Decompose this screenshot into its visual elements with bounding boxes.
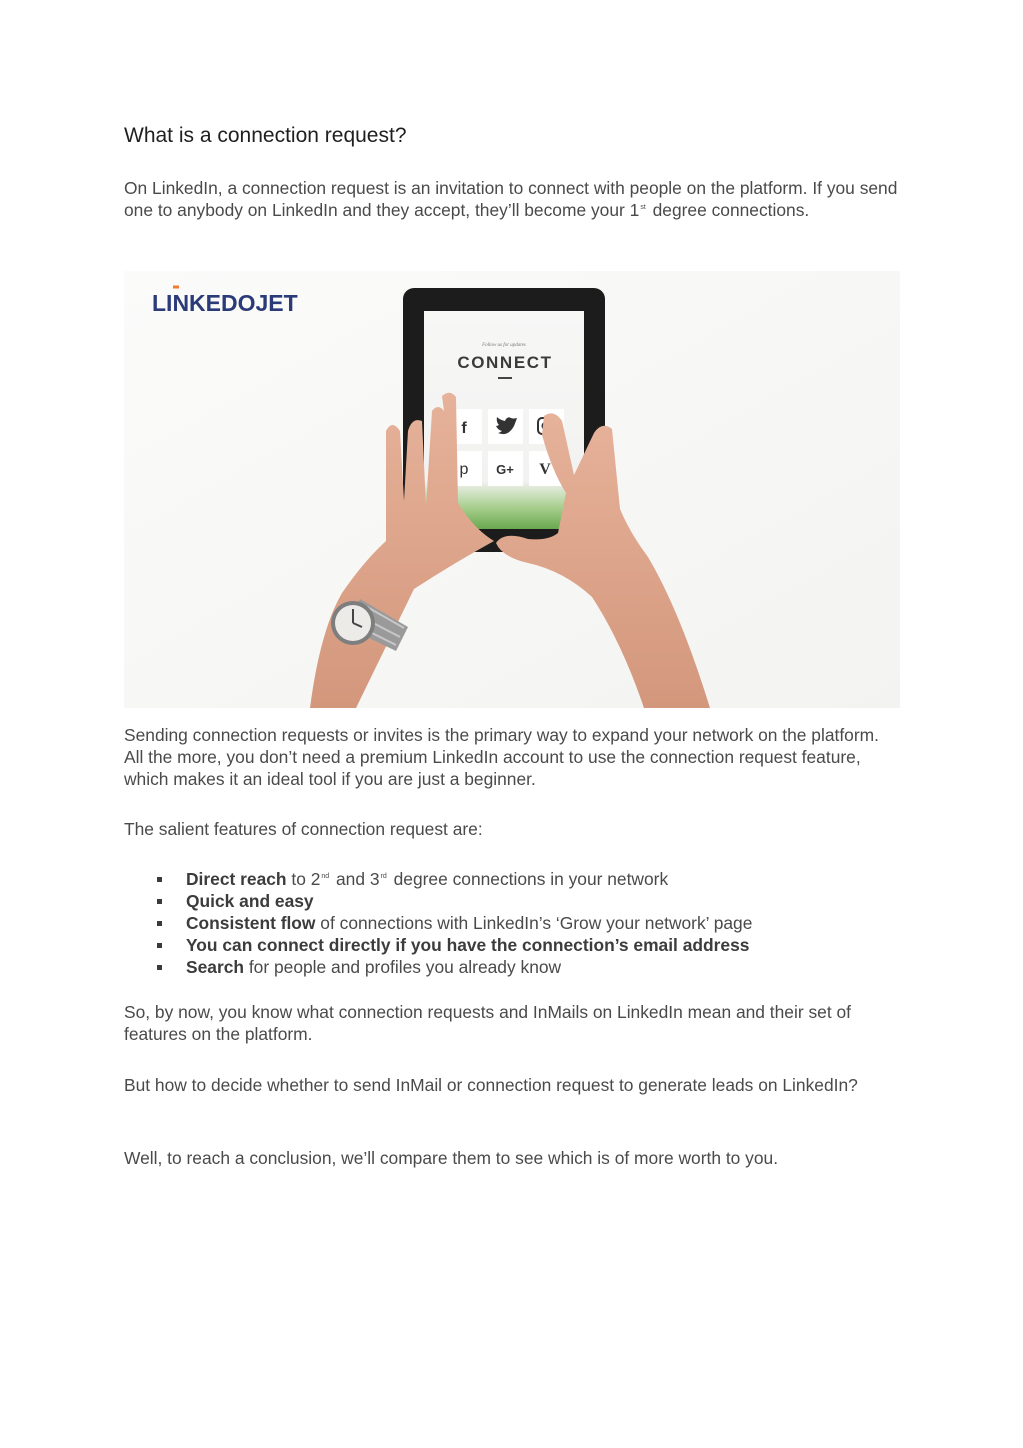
- ordinal-suffix: st: [640, 204, 646, 211]
- features-list: [124, 868, 752, 978]
- list-item: You can connect directly if you have the connection’s email address: [124, 934, 752, 956]
- paragraph-question: But how to decide whether to send InMail or connection request to generate leads on LinkedIn?: [124, 1075, 858, 1095]
- svg-text:V: V: [539, 461, 551, 478]
- intro-paragraph: [124, 177, 900, 221]
- intro-text-end: degree connections.: [647, 200, 810, 220]
- screen-title: CONNECT: [457, 353, 553, 372]
- bullet-icon: [157, 943, 162, 948]
- list-item: Direct reach to 2nd and 3rd degree connections in your network: [124, 868, 752, 890]
- intro-text-start: On LinkedIn, a connection request is an invitation to connect with people on the platform. If you send one to anybody on LinkedIn and they accept, they’ll become your 1: [124, 178, 898, 220]
- paragraph-sending: Sending connection requests or invites is the primary way to expand your network on the platform. All the more, you don’t need a premium LinkedIn account to use the connection request feature, which makes it an ideal tool if you are just a beginner.: [124, 725, 879, 789]
- list-item: Quick and easy: [124, 890, 752, 912]
- google-plus-icon: [488, 451, 523, 486]
- bullet-icon: [157, 877, 162, 882]
- svg-text:G+: G+: [496, 462, 514, 477]
- list-item: Consistent flow of connections with LinkedIn’s ‘Grow your network’ page: [124, 912, 752, 934]
- paragraph-conclusion: Well, to reach a conclusion, we’ll compare them to see which is of more worth to you.: [124, 1148, 779, 1168]
- page-title: What is a connection request?: [124, 124, 407, 147]
- paragraph-summary: So, by now, you know what connection requests and InMails on LinkedIn mean and their set of features on the platform.: [124, 1002, 851, 1044]
- hero-image: [124, 271, 900, 708]
- svg-text:f: f: [461, 420, 467, 437]
- list-item: Search for people and profiles you already know: [124, 956, 752, 978]
- svg-text:LINKEDOJET: LINKEDOJET: [152, 290, 298, 316]
- linkedojet-logo: [152, 287, 298, 316]
- bullet-icon: [157, 965, 162, 970]
- bullet-icon: [157, 899, 162, 904]
- bullet-icon: [157, 921, 162, 926]
- svg-text:p: p: [459, 461, 469, 478]
- features-intro: The salient features of connection request are:: [124, 819, 483, 839]
- screen-caption: Follow us for updates: [482, 343, 526, 348]
- twitter-icon: [488, 409, 523, 444]
